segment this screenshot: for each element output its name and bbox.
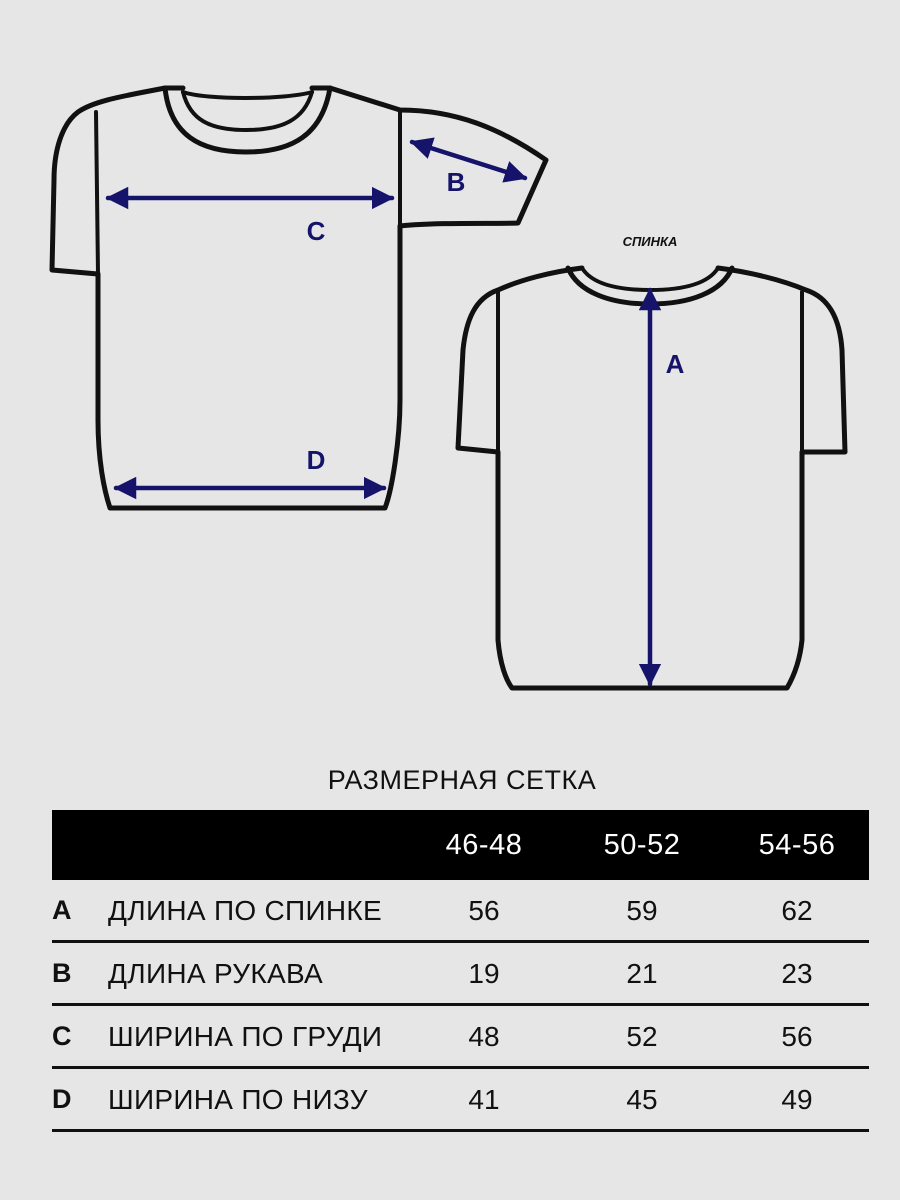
header-size-46-48: 46-48: [445, 829, 523, 861]
row-value: 23: [781, 958, 813, 989]
row-letter: C: [52, 1021, 72, 1051]
row-name: ШИРИНА ПО ГРУДИ: [108, 1021, 383, 1052]
front-tshirt-outline: [52, 88, 546, 508]
dimension-a-label: A: [665, 349, 685, 379]
dimension-b-label: B: [446, 167, 466, 197]
row-name: ШИРИНА ПО НИЗУ: [108, 1084, 368, 1115]
table-header-row: [52, 810, 869, 880]
row-letter: D: [52, 1084, 72, 1114]
table-row: [52, 880, 869, 943]
row-name: ДЛИНА ПО СПИНКЕ: [108, 895, 382, 926]
row-value: 48: [468, 1021, 500, 1052]
row-value: 59: [626, 895, 658, 926]
row-value: 19: [468, 958, 500, 989]
row-value: 56: [468, 895, 500, 926]
row-letter: A: [52, 895, 72, 925]
row-name: ДЛИНА РУКАВА: [108, 958, 323, 989]
row-value: 41: [468, 1084, 500, 1115]
row-value: 21: [626, 958, 658, 989]
size-chart-title: РАЗМЕРНАЯ СЕТКА: [327, 765, 597, 795]
row-value: 62: [781, 895, 813, 926]
row-value: 45: [626, 1084, 658, 1115]
table-row: [52, 943, 869, 1006]
back-view-label: СПИНКА: [622, 234, 678, 249]
dimension-b-arrow: [412, 142, 525, 178]
header-size-50-52: 50-52: [603, 829, 681, 861]
table-row: [52, 1006, 869, 1069]
row-value: 49: [781, 1084, 813, 1115]
size-chart-table: [52, 810, 869, 1132]
row-value: 52: [626, 1021, 658, 1052]
table-row: [52, 1069, 869, 1132]
dimension-c-label: C: [306, 216, 326, 246]
row-value: 56: [781, 1021, 813, 1052]
dimension-d-label: D: [306, 445, 326, 475]
row-letter: B: [52, 958, 72, 988]
header-size-54-56: 54-56: [758, 829, 836, 861]
